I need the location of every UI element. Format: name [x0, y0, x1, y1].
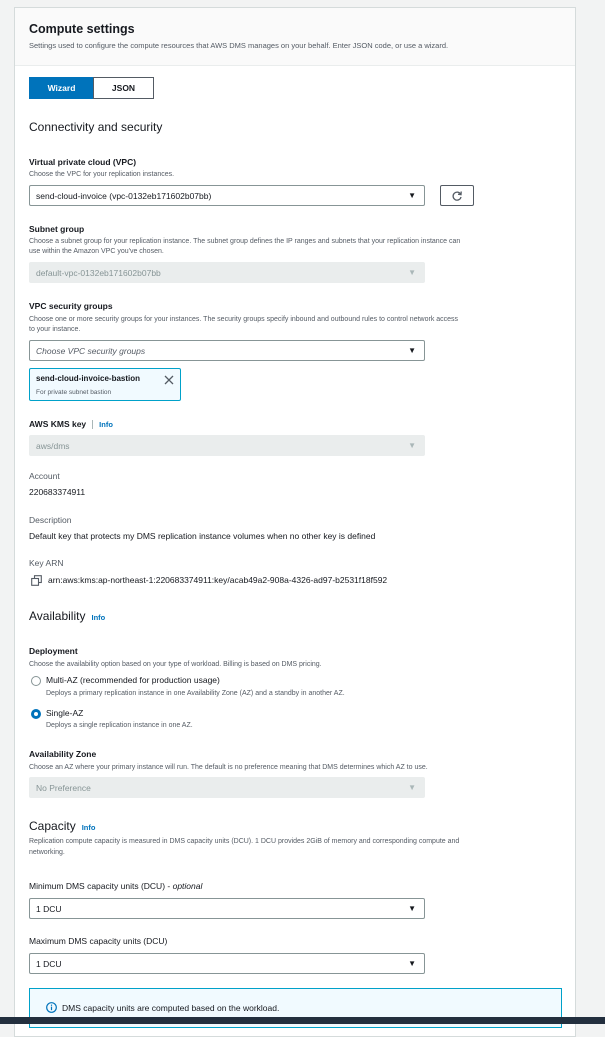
max-dcu-label: Maximum DMS capacity units (DCU) [29, 936, 168, 946]
key-arn-value: arn:aws:kms:ap-northeast-1:220683374911:key/acab49a2-908a-4326-ad97-b2531f18f592 [48, 575, 388, 585]
kms-key-value: aws/dms [36, 441, 70, 451]
subnet-description-1: Choose a subnet group for your replication instance. The subnet group defines the IP ranges and subnets that your replication instance can [29, 238, 461, 245]
caret-down-icon: ▼ [408, 268, 416, 277]
capacity-heading [29, 819, 95, 833]
kms-key-label [29, 419, 113, 429]
security-groups-description-2: to your instance. [29, 326, 81, 333]
multi-az-label[interactable]: Multi-AZ (recommended for production usage) [46, 675, 220, 685]
availability-zone-value: No Preference [36, 783, 91, 793]
min-dcu-label-text: Minimum DMS capacity units (DCU) [29, 881, 166, 891]
caret-down-icon: ▼ [408, 346, 416, 355]
connectivity-heading: Connectivity and security [29, 120, 163, 134]
availability-info-link[interactable]: Info [91, 613, 106, 622]
security-groups-label: VPC security groups [29, 301, 113, 311]
token-description: For private subnet bastion [36, 389, 112, 396]
security-group-token [29, 368, 181, 401]
account-label: Account [29, 471, 60, 481]
max-dcu-select[interactable] [29, 953, 425, 974]
availability-zone-select [29, 777, 425, 798]
vpc-select[interactable] [29, 185, 425, 206]
subnet-description-2: use within the Amazon VPC you've chosen. [29, 248, 164, 255]
security-groups-placeholder: Choose VPC security groups [36, 346, 146, 356]
kms-key-label-text: AWS KMS key [29, 419, 87, 429]
min-dcu-optional: optional [172, 881, 203, 891]
kms-description-value: Default key that protects my DMS replication instance volumes when no other key is defined [29, 531, 376, 541]
caret-down-icon: ▼ [408, 904, 416, 913]
capacity-description-2: networking. [29, 849, 65, 856]
vpc-description: Choose the VPC for your replication instances. [29, 171, 175, 178]
capacity-info-link[interactable]: Info [81, 823, 96, 832]
single-az-radio[interactable] [31, 709, 41, 719]
min-dcu-select[interactable] [29, 898, 425, 919]
bottom-bar [0, 1017, 605, 1024]
refresh-icon [451, 190, 463, 202]
multi-az-description: Deploys a primary replication instance in one Availability Zone (AZ) and a standby in another AZ. [46, 690, 345, 697]
vpc-label: Virtual private cloud (VPC) [29, 157, 137, 167]
single-az-description: Deploys a single replication instance in one AZ. [46, 722, 193, 729]
kms-description-label: Description [29, 515, 72, 525]
caret-down-icon: ▼ [408, 441, 416, 450]
min-dcu-value: 1 DCU [36, 904, 62, 914]
compute-settings-panel [14, 7, 576, 1037]
key-arn-label: Key ARN [29, 558, 64, 568]
caret-down-icon: ▼ [408, 191, 416, 200]
info-circle-icon [46, 1002, 57, 1013]
kms-key-select [29, 435, 425, 456]
copy-icon[interactable] [31, 575, 42, 586]
token-name: send-cloud-invoice-bastion [36, 374, 141, 383]
refresh-vpc-button[interactable] [440, 185, 474, 206]
caret-down-icon: ▼ [408, 783, 416, 792]
deployment-description: Choose the availability option based on your type of workload. Billing is based on DMS pricing. [29, 661, 322, 668]
panel-header [15, 8, 575, 66]
single-az-label[interactable]: Single-AZ [46, 708, 84, 718]
json-tab[interactable]: JSON [93, 77, 154, 99]
deployment-label: Deployment [29, 646, 78, 656]
multi-az-radio[interactable] [31, 676, 41, 686]
wizard-tab[interactable]: Wizard [29, 77, 94, 99]
panel-title: Compute settings [29, 22, 135, 36]
availability-heading-text: Availability [29, 609, 86, 623]
min-dcu-label: Minimum DMS capacity units (DCU) - optional [29, 881, 203, 891]
vpc-select-value: send-cloud-invoice (vpc-0132eb171602b07bb) [36, 191, 212, 201]
subnet-select-value: default-vpc-0132eb171602b07bb [36, 268, 161, 278]
capacity-heading-text: Capacity [29, 819, 76, 833]
alert-text: DMS capacity units are computed based on the workload. [62, 1003, 280, 1013]
account-value: 220683374911 [29, 487, 86, 497]
availability-heading [29, 609, 105, 623]
max-dcu-value: 1 DCU [36, 959, 62, 969]
availability-zone-label: Availability Zone [29, 749, 97, 759]
security-groups-select[interactable] [29, 340, 425, 361]
kms-info-link[interactable]: Info [92, 420, 113, 429]
security-groups-description-1: Choose one or more security groups for your instances. The security groups specify inbound and outbound rules to control network access [29, 316, 459, 323]
subnet-label: Subnet group [29, 224, 85, 234]
subnet-select [29, 262, 425, 283]
caret-down-icon: ▼ [408, 959, 416, 968]
panel-description: Settings used to configure the compute resources that AWS DMS manages on your behalf. Enter JSON code, or use a wizard. [29, 41, 449, 50]
capacity-description-1: Replication compute capacity is measured in DMS capacity units (DCU). 1 DCU provides 2GiB of memory and corresponding compute and [29, 838, 460, 845]
remove-token-icon[interactable] [164, 375, 174, 385]
availability-zone-description: Choose an AZ where your primary instance will run. The default is no preference meaning that DMS determines which AZ to use. [29, 764, 428, 771]
